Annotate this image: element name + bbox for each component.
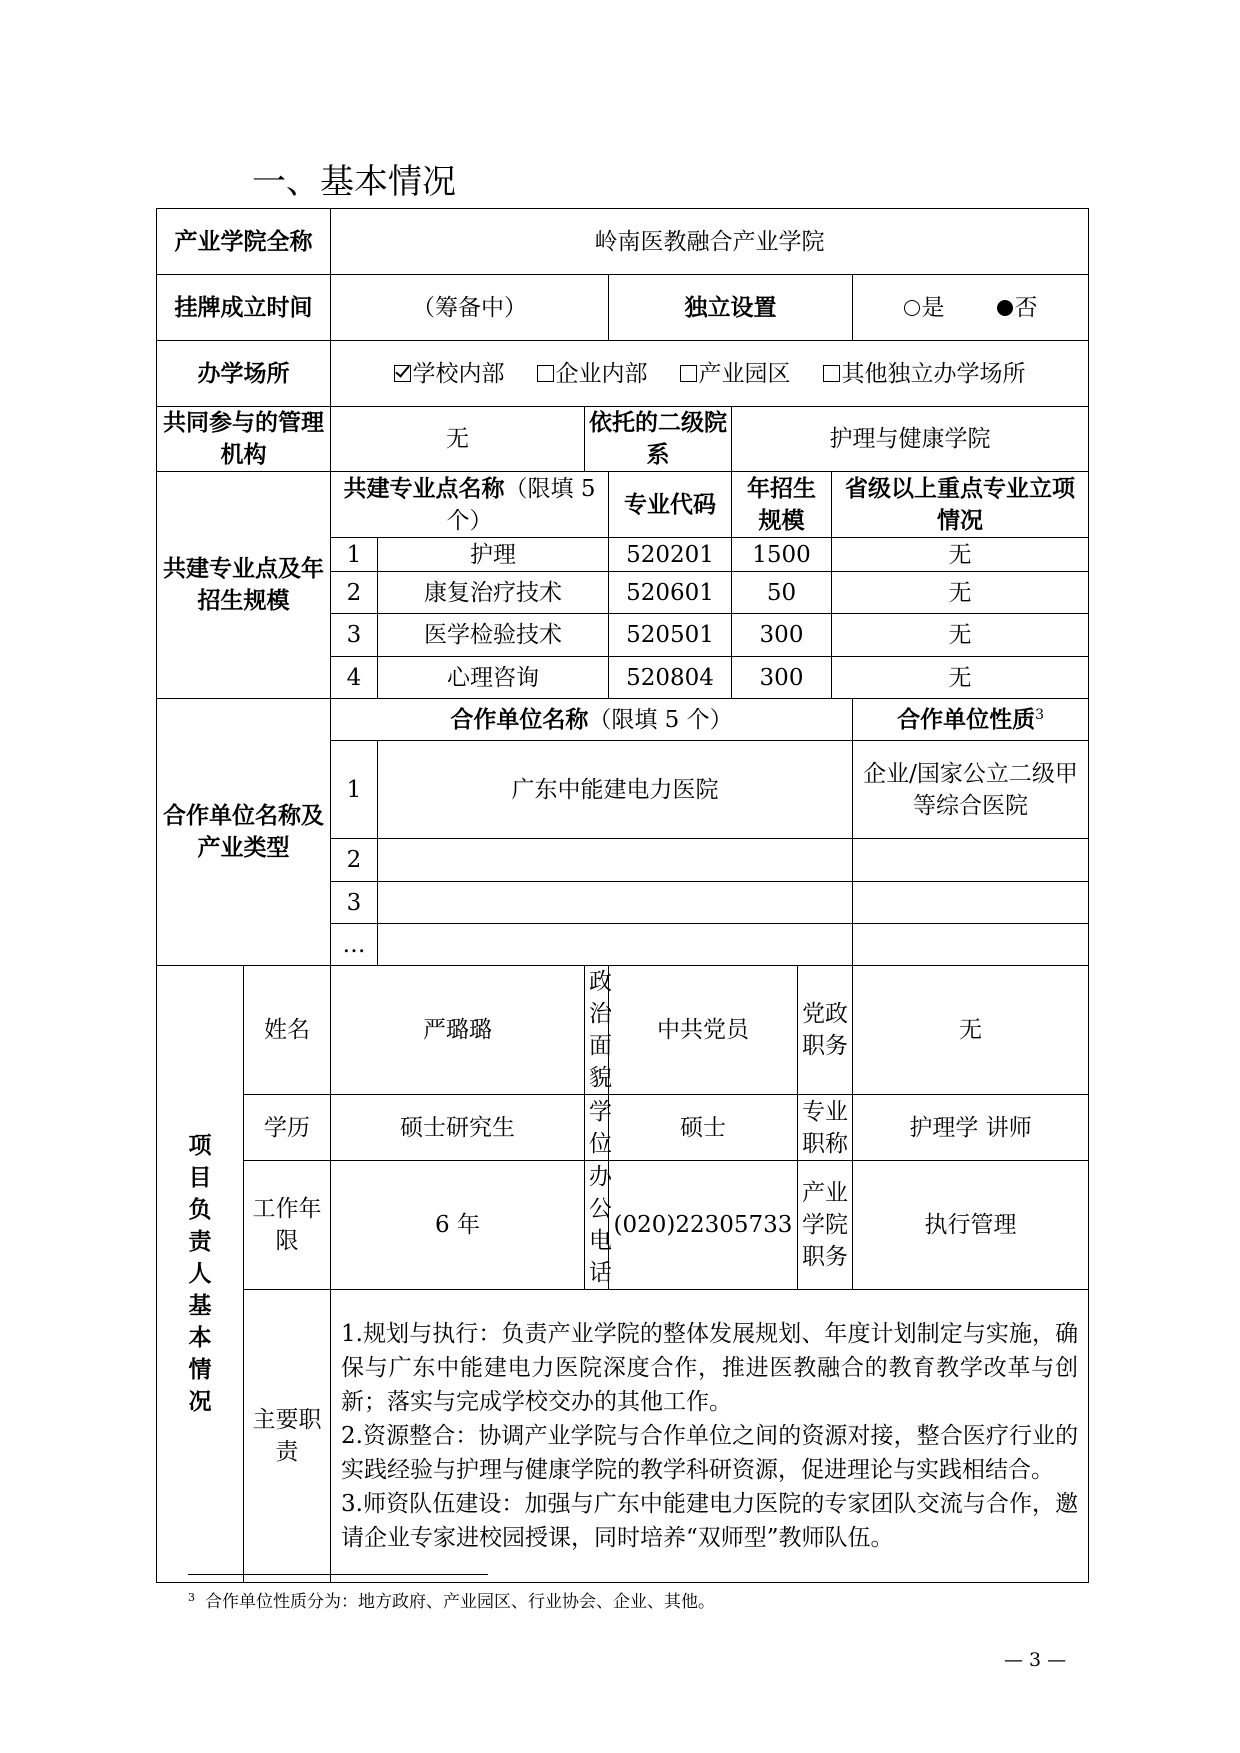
major-scale: 300 (732, 614, 832, 657)
independent-radio-group (853, 275, 1089, 341)
major-name: 心理咨询 (378, 657, 609, 699)
major-scale: 300 (732, 657, 832, 699)
politics-value: 中共党员 (609, 966, 798, 1095)
majors-header-name-text: 共建专业点名称 (343, 474, 505, 502)
duty-label: 主要职责 (244, 1290, 331, 1583)
edu-label: 学历 (244, 1095, 331, 1161)
management-label: 共同参与的管理机构 (157, 407, 331, 472)
no-label: 否 (1014, 294, 1038, 321)
row-number: 1 (331, 741, 378, 839)
location-option-school[interactable] (394, 358, 505, 390)
duty-item: 2.资源整合：协调产业学院与合作单位之间的资源对接，整合医疗行业的实践经验与护理与健康学院的教学科研资源，促进理论与实践相结合。 (341, 1423, 1079, 1483)
partner-name (378, 924, 853, 966)
years-value: 6 年 (331, 1161, 585, 1290)
majors-header-key: 省级以上重点专业立项情况 (832, 472, 1089, 538)
row-number: … (331, 924, 378, 966)
independent-label: 独立设置 (609, 275, 853, 341)
independent-yes-option[interactable] (904, 292, 945, 324)
politics-label: 政治面貌 (585, 966, 609, 1095)
dept-label: 依托的二级院系 (585, 407, 732, 472)
option-label: 学校内部 (412, 360, 505, 387)
row-number: 4 (331, 657, 378, 699)
location-option-other[interactable] (823, 358, 1026, 390)
partners-header-name-text: 合作单位名称 (450, 705, 589, 733)
partner-nature (853, 882, 1089, 924)
college-name-label: 产业学院全称 (157, 209, 331, 275)
major-key: 无 (832, 572, 1089, 614)
location-label: 办学场所 (157, 341, 331, 407)
duty-item: 3.师资队伍建设：加强与广东中能建电力医院的专家团队交流与合作，邀请企业专家进校园授课，同时培养“双师型”教师队伍。 (341, 1491, 1079, 1551)
major-name: 护理 (378, 538, 609, 572)
founding-label: 挂牌成立时间 (157, 275, 331, 341)
major-code: 520601 (609, 572, 732, 614)
major-code: 520804 (609, 657, 732, 699)
major-key: 无 (832, 614, 1089, 657)
major-name: 康复治疗技术 (378, 572, 609, 614)
row-number: 2 (331, 572, 378, 614)
checkbox-icon[interactable] (394, 365, 411, 382)
leader-label: 项目负责人基本情况 (157, 966, 244, 1583)
management-value: 无 (331, 407, 585, 472)
years-label: 工作年限 (244, 1161, 331, 1290)
party-value: 无 (853, 966, 1089, 1095)
checkbox-icon[interactable] (823, 365, 840, 382)
row-number: 3 (331, 882, 378, 924)
majors-header-code: 专业代码 (609, 472, 732, 538)
footnote (188, 1590, 715, 1614)
party-label: 党政职务 (798, 966, 853, 1095)
partner-nature (853, 839, 1089, 882)
partners-header-note: （限填 5 个） (588, 706, 733, 733)
option-label: 其他独立办学场所 (841, 360, 1026, 387)
partner-nature (853, 924, 1089, 966)
major-code: 520501 (609, 614, 732, 657)
partner-nature: 企业/国家公立二级甲等综合医院 (853, 741, 1089, 839)
majors-header-name (331, 472, 609, 538)
partners-header-nature-text: 合作单位性质 (897, 705, 1036, 733)
location-option-park[interactable] (680, 358, 791, 390)
role-label: 产业学院职务 (798, 1161, 853, 1290)
major-key: 无 (832, 538, 1089, 572)
footnote-separator (188, 1574, 488, 1575)
title-label: 专业职称 (798, 1095, 853, 1161)
duty-item: 1.规划与执行：负责产业学院的整体发展规划、年度计划制定与实施，确保与广东中能建电力医院深度合作，推进医教融合的教育教学改革与创新；落实与完成学校交办的其他工作。 (341, 1321, 1079, 1415)
partner-name (378, 839, 853, 882)
partners-header-name (331, 699, 853, 741)
yes-label: 是 (921, 294, 945, 321)
degree-value: 硕士 (609, 1095, 798, 1161)
majors-label: 共建专业点及年招生规模 (157, 472, 331, 699)
page-number: — 3 — (1004, 1649, 1067, 1671)
checkbox-icon[interactable] (680, 365, 697, 382)
option-label: 产业园区 (698, 360, 791, 387)
partners-header-nature (853, 699, 1089, 741)
basic-info-table (156, 208, 1089, 1583)
independent-no-option[interactable] (997, 292, 1038, 324)
duty-content (331, 1290, 1089, 1583)
partner-name (378, 882, 853, 924)
footnote-ref: 3 (1035, 706, 1044, 723)
founding-value: （筹备中） (331, 275, 609, 341)
partner-name: 广东中能建电力医院 (378, 741, 853, 839)
radio-yes-icon[interactable] (904, 300, 920, 316)
title-value: 护理学 讲师 (853, 1095, 1089, 1161)
checkbox-icon[interactable] (537, 365, 554, 382)
name-value: 严璐璐 (331, 966, 585, 1095)
name-label: 姓名 (244, 966, 331, 1095)
footnote-marker: 3 (188, 1591, 195, 1604)
section-title: 一、基本情况 (252, 162, 456, 202)
phone-label: 办公电话 (585, 1161, 609, 1290)
row-number: 2 (331, 839, 378, 882)
major-scale: 50 (732, 572, 832, 614)
option-label: 企业内部 (555, 360, 648, 387)
degree-label: 学位 (585, 1095, 609, 1161)
phone-value: (020)22305733 (609, 1161, 798, 1290)
dept-value: 护理与健康学院 (732, 407, 1089, 472)
location-option-enterprise[interactable] (537, 358, 648, 390)
college-name-value: 岭南医教融合产业学院 (331, 209, 1089, 275)
major-name: 医学检验技术 (378, 614, 609, 657)
majors-header-scale: 年招生规模 (732, 472, 832, 538)
partners-label: 合作单位名称及产业类型 (157, 699, 331, 966)
row-number: 3 (331, 614, 378, 657)
footnote-text: 合作单位性质分为：地方政府、产业园区、行业协会、企业、其他。 (205, 1592, 715, 1612)
location-options (331, 341, 1089, 407)
major-key: 无 (832, 657, 1089, 699)
role-value: 执行管理 (853, 1161, 1089, 1290)
row-number: 1 (331, 538, 378, 572)
major-scale: 1500 (732, 538, 832, 572)
edu-value: 硕士研究生 (331, 1095, 585, 1161)
majors-header-note: （限填 5 个） (446, 475, 596, 534)
radio-no-icon[interactable] (997, 300, 1013, 316)
major-code: 520201 (609, 538, 732, 572)
